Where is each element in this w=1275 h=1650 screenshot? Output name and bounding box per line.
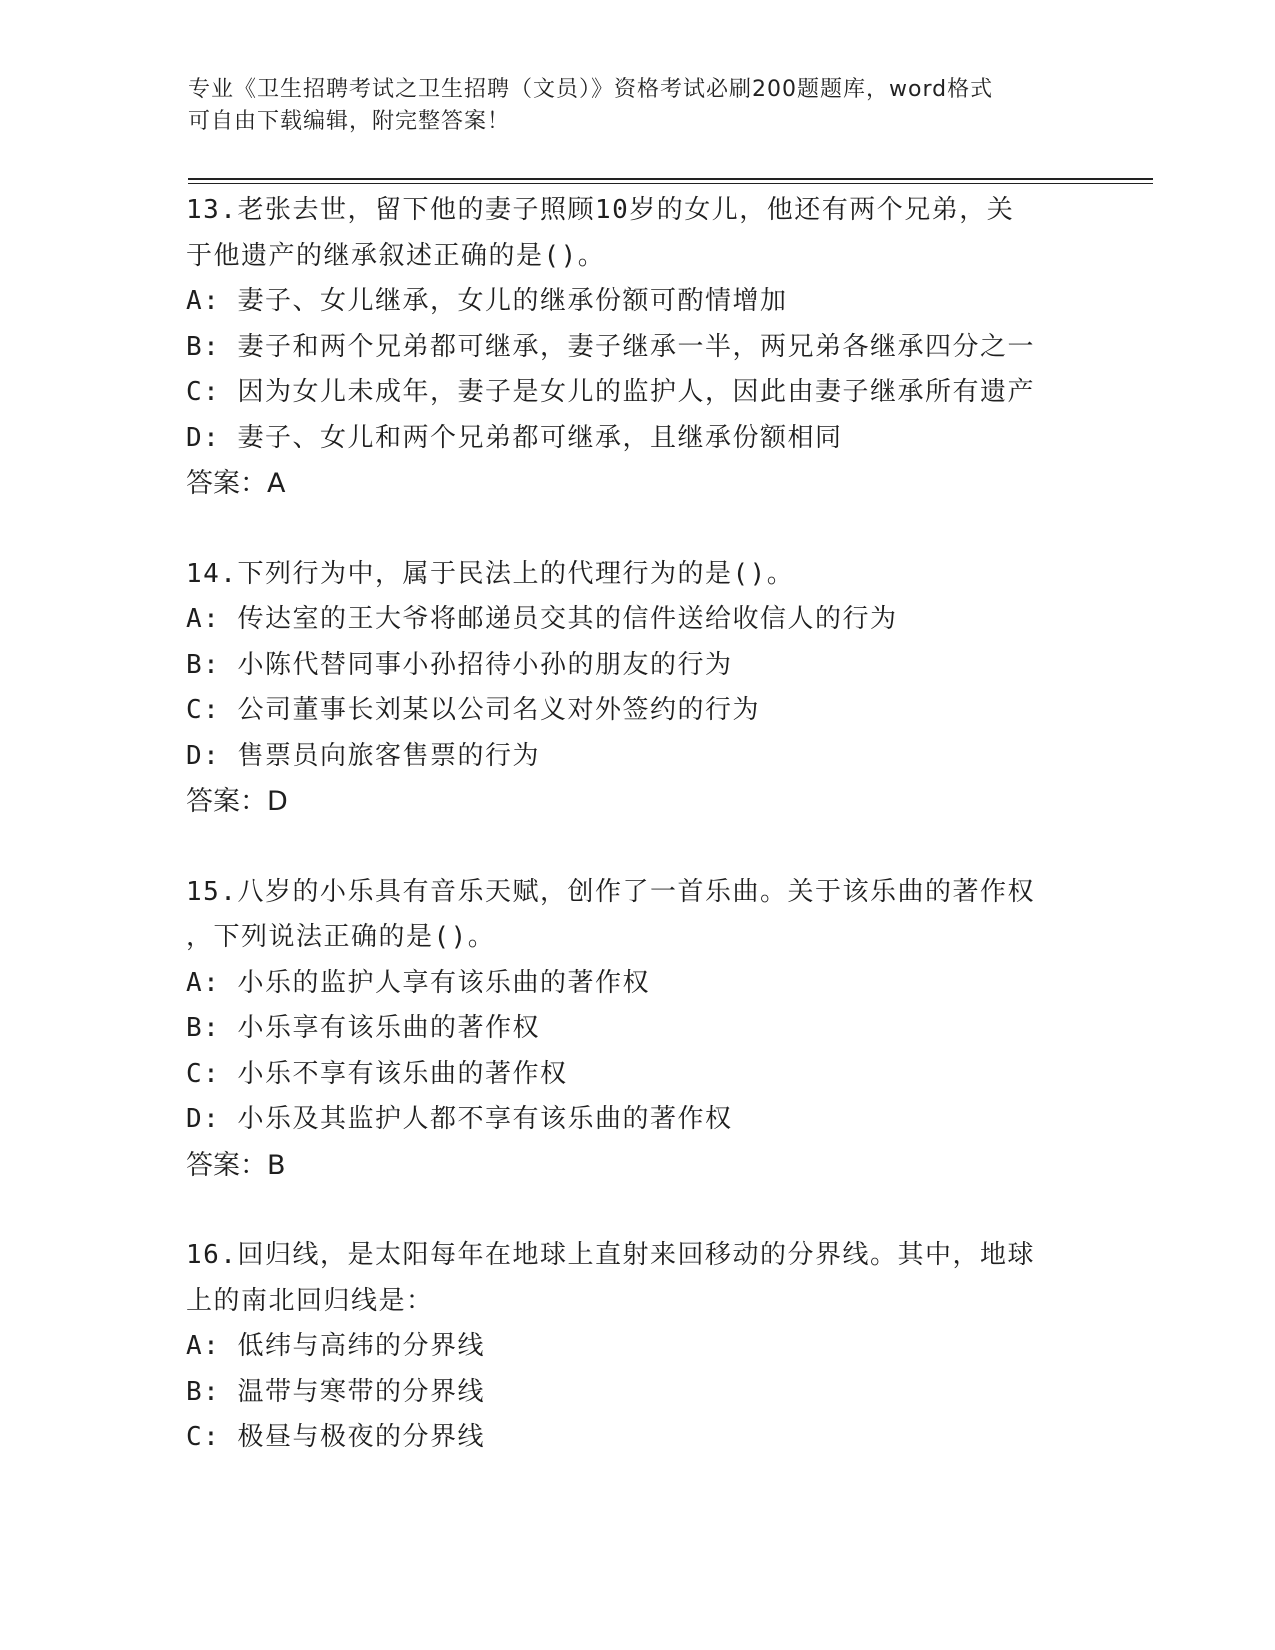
question-14 [186, 552, 1086, 825]
header-rule-thick [188, 178, 1153, 180]
question-stem-line: 上的南北回归线是： [186, 1285, 434, 1316]
option-b: B: 妻子和两个兄弟都可继承，妻子继承一半，两兄弟各继承四分之一 [186, 331, 1035, 362]
option-a: A: 传达室的王大爷将邮递员交其的信件送给收信人的行为 [186, 604, 898, 634]
question-stem-line: 13.老张去世，留下他的妻子照顾10岁的女儿，他还有两个兄弟，关 [186, 195, 1015, 225]
option-d: D: 小乐及其监护人都不享有该乐曲的著作权 [186, 1104, 733, 1134]
answer-line: 答案：D [186, 786, 288, 817]
option-b: B: 温带与寒带的分界线 [186, 1376, 485, 1407]
option-a: A: 低纬与高纬的分界线 [186, 1331, 485, 1361]
option-c: C: 因为女儿未成年，妻子是女儿的监护人，因此由妻子继承所有遗产 [186, 377, 1035, 407]
option-b: B: 小乐享有该乐曲的著作权 [186, 1013, 540, 1043]
option-a: A: 妻子、女儿继承，女儿的继承份额可酌情增加 [186, 286, 788, 316]
header-line-2: 可自由下载编辑，附完整答案！ [188, 109, 511, 134]
option-d: D: 售票员向旅客售票的行为 [186, 740, 540, 771]
question-stem-line: ，下列说法正确的是()。 [186, 922, 496, 952]
question-15 [186, 870, 1086, 1189]
answer-line: 答案：A [186, 468, 286, 499]
document-header [188, 74, 1068, 138]
question-13 [186, 188, 1086, 507]
option-c: C: 小乐不享有该乐曲的著作权 [186, 1058, 568, 1089]
option-d: D: 妻子、女儿和两个兄弟都可继承，且继承份额相同 [186, 422, 843, 453]
header-line-1: 专业《卫生招聘考试之卫生招聘（文员）》资格考试必刷200题题库，word格式 [188, 77, 994, 102]
question-16 [186, 1233, 1086, 1461]
question-stem-line: 16.回归线，是太阳每年在地球上直射来回移动的分界线。其中，地球 [186, 1240, 1035, 1270]
question-stem-line: 14.下列行为中，属于民法上的代理行为的是()。 [186, 558, 795, 589]
option-c: C: 公司董事长刘某以公司名义对外签约的行为 [186, 695, 760, 725]
question-list [186, 188, 1086, 1506]
answer-line: 答案：B [186, 1149, 286, 1181]
option-c: C: 极昼与极夜的分界线 [186, 1422, 485, 1452]
question-stem-line: 15.八岁的小乐具有音乐天赋，创作了一首乐曲。关于该乐曲的著作权 [186, 876, 1035, 907]
question-stem-line: 于他遗产的继承叙述正确的是()。 [186, 240, 606, 271]
header-rule-thin [188, 183, 1153, 184]
option-b: B: 小陈代替同事小孙招待小孙的朋友的行为 [186, 649, 733, 680]
option-a: A: 小乐的监护人享有该乐曲的著作权 [186, 967, 650, 998]
